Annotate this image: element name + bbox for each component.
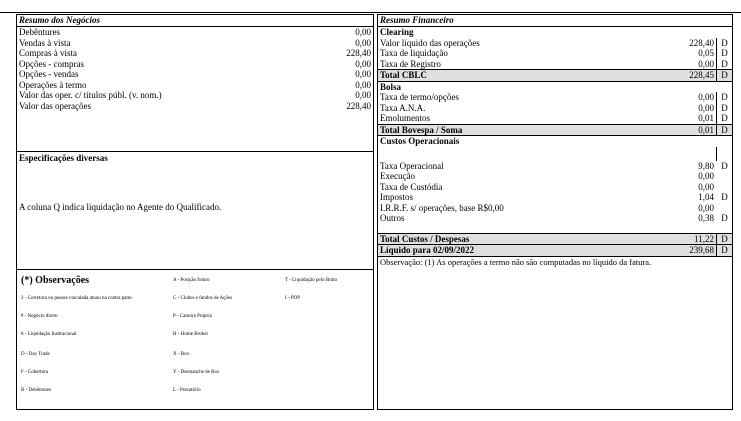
clearing-row	[378, 38, 732, 49]
bolsa-title: Bolsa	[380, 81, 402, 92]
dc-flag: D	[716, 59, 732, 70]
row-label: Taxa de termo/opções	[380, 92, 459, 102]
custos-spacer	[378, 147, 732, 161]
row-label: Total Bovespa / Soma	[380, 124, 463, 135]
row-value: 0,01	[698, 124, 714, 135]
financeiro-observacao: Observação: (1) As operações a termo não são computadas no líquido da fatura.	[380, 256, 652, 267]
negocios-row	[17, 101, 373, 112]
obs-item: B - Debêntures	[21, 388, 52, 393]
dc-flag: D	[716, 234, 732, 245]
dc-flag: D	[716, 92, 732, 103]
obs-item: H - Home Broker	[173, 332, 209, 337]
clearing-row	[378, 48, 732, 59]
custos-title: Custos Operacionais	[380, 136, 460, 146]
row-value: 228,40	[346, 100, 371, 111]
custos-row	[378, 203, 732, 214]
left-panel	[16, 14, 374, 410]
row-value: 0,00	[698, 58, 714, 69]
row-label: Taxa A.N.A.	[380, 102, 426, 113]
observacoes-section	[17, 269, 373, 410]
row-value: 11,22	[694, 233, 714, 244]
row-value: 228,40	[689, 37, 714, 48]
negocios-row	[17, 27, 373, 38]
dc-flag	[717, 203, 732, 214]
liquido-row	[378, 245, 732, 257]
custos-row	[378, 161, 732, 172]
row-label: Valor das oper. c/ títulos públ. (v. nom.)	[19, 90, 162, 100]
dc-flag: D	[716, 245, 732, 256]
obs-item: L - Precatório	[173, 388, 201, 393]
total-cblc-row	[378, 69, 732, 82]
top-rule	[0, 12, 741, 13]
negocios-row	[17, 59, 373, 70]
obs-item: 2 - Corretora ou pessoa vinculada atuou na contra parte.	[21, 296, 133, 301]
row-label: Opções - vendas	[19, 69, 79, 79]
negocios-row	[17, 38, 373, 49]
custos-spacer	[378, 224, 732, 233]
negocios-row	[17, 69, 373, 80]
obs-item: Y - Desmanche de Box	[173, 370, 220, 375]
dc-flag	[717, 171, 732, 182]
negocios-list	[17, 27, 373, 111]
obs-item: C - Clubes e fundos de Ações	[173, 296, 233, 301]
row-label: Operações à termo	[19, 79, 87, 90]
row-value: 1,04	[698, 192, 714, 202]
negocios-title: Resumo dos Negócios	[17, 15, 373, 27]
obs-item: X - Box	[173, 352, 190, 357]
custos-row	[378, 213, 732, 224]
row-value: 239,68	[689, 245, 714, 255]
row-label: Emolumentos	[380, 113, 430, 123]
total-bovespa-row	[378, 124, 732, 137]
clearing-row	[378, 59, 732, 70]
obs-item: # - Negócio direto	[21, 314, 58, 319]
row-value: 0,00	[355, 27, 371, 37]
financeiro-title: Resumo Financeiro	[378, 15, 732, 27]
row-label: Valor das operações	[19, 100, 91, 111]
dc-flag: D	[716, 103, 732, 114]
row-value: 0,00	[355, 37, 371, 48]
dc-flag: D	[716, 48, 732, 59]
row-value: 0,01	[698, 113, 714, 123]
obs-item: D - Day Trade	[21, 352, 50, 357]
dc-flag	[717, 182, 732, 193]
obs-item: 8 - Liquidação Institucional	[21, 332, 77, 337]
row-value: 0,00	[698, 171, 714, 181]
row-value: 0,00	[355, 79, 371, 90]
row-label: Total CBLC	[380, 70, 427, 80]
obs-item: P - Carteira Própria	[173, 314, 212, 319]
row-value: 0,00	[698, 181, 714, 192]
row-value: 9,80	[698, 160, 714, 171]
especificacoes-title: Especificações diversas	[19, 153, 108, 163]
observacoes-title: (*) Observações	[21, 275, 90, 286]
dc-flag: D	[721, 192, 728, 202]
especificacoes-section	[17, 151, 373, 270]
row-label: Líquido para 02/09/2022	[380, 245, 475, 255]
row-value: 0,00	[355, 90, 371, 100]
row-value: 0,00	[355, 69, 371, 79]
row-label: Valor líquido das operações	[380, 37, 480, 48]
obs-item: F - Cobertura	[21, 370, 48, 375]
row-value: 228,40	[346, 48, 371, 58]
dc-flag: D	[721, 160, 728, 171]
bolsa-row	[378, 103, 732, 114]
negocios-row	[17, 80, 373, 91]
dc-flag: D	[721, 213, 728, 223]
row-label: Taxa de Registro	[380, 58, 441, 69]
negocios-row	[17, 90, 373, 101]
row-label: I.R.R.F. s/ operações, base R$0,00	[380, 202, 504, 213]
row-value: 0,00	[698, 202, 714, 213]
obs-item: T - Liquidação pelo Bruto	[285, 278, 338, 283]
obs-item: A - Posição futuro	[173, 278, 210, 283]
row-label: Vendas à vista	[19, 37, 71, 48]
dc-column	[716, 147, 732, 161]
row-value: 0,00	[355, 58, 371, 69]
row-label: Debêntures	[19, 27, 60, 37]
dc-flag: D	[716, 113, 732, 124]
row-label: Compras à vista	[19, 48, 77, 58]
dc-flag: D	[716, 38, 732, 49]
row-label: Taxa Operacional	[380, 160, 444, 171]
row-value: 0,00	[698, 102, 714, 113]
dc-flag: D	[716, 125, 732, 136]
row-value: 0,00	[698, 92, 714, 102]
bolsa-row	[378, 92, 732, 103]
clearing-title: Clearing	[380, 27, 414, 37]
row-label: Taxa de liquidação	[380, 48, 448, 58]
bolsa-row	[378, 113, 732, 124]
dc-flag: D	[716, 70, 732, 81]
row-label: Taxa de Custódia	[380, 181, 443, 192]
right-panel	[377, 14, 733, 410]
row-label: Execução	[380, 171, 415, 181]
obs-item: I - POP	[285, 296, 301, 301]
total-custos-row	[378, 233, 732, 246]
custos-row	[378, 192, 732, 203]
row-value: 228,45	[689, 70, 714, 80]
negocios-row	[17, 48, 373, 59]
row-value: 0,05	[698, 48, 714, 58]
especificacoes-text: A coluna Q indica liquidação no Agente do Qualificado.	[19, 202, 222, 212]
row-label: Impostos	[380, 192, 414, 202]
custos-row	[378, 182, 732, 193]
row-label: Total Custos / Despesas	[380, 233, 470, 244]
row-label: Opções - compras	[19, 58, 84, 69]
row-label: Outros	[380, 213, 405, 223]
custos-row	[378, 171, 732, 182]
row-value: 0,38	[698, 213, 714, 223]
